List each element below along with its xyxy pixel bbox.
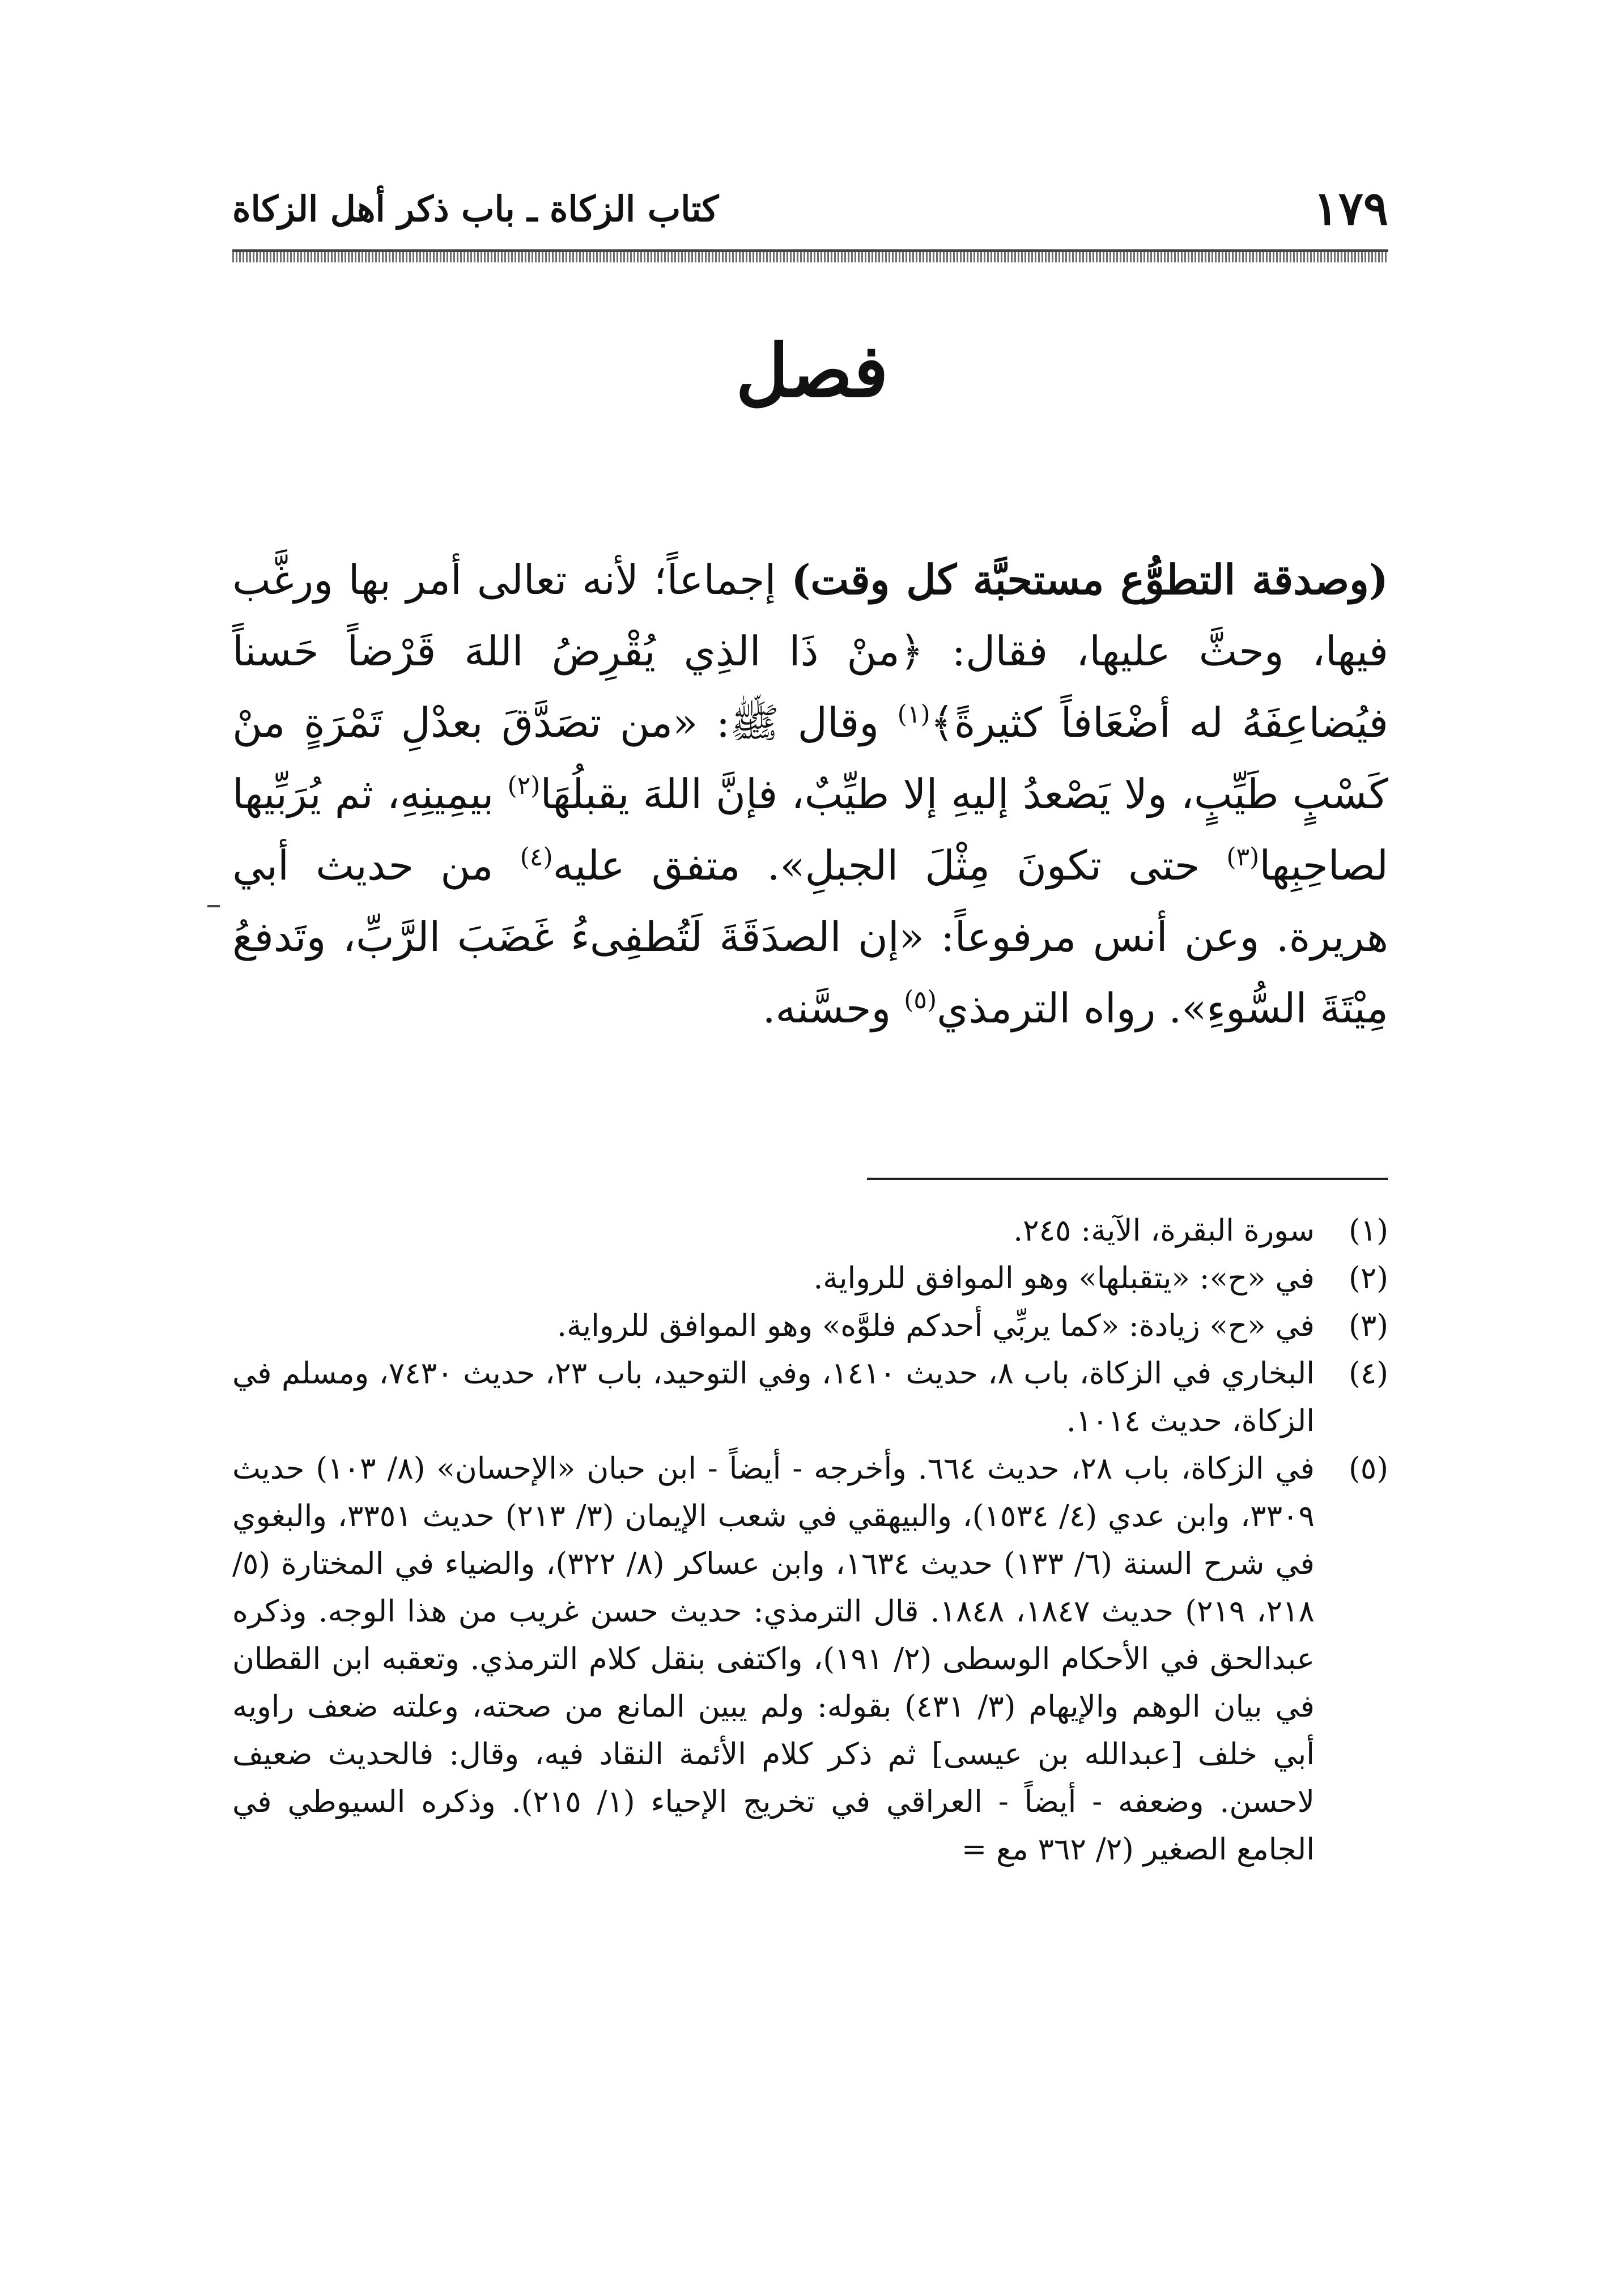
footnote-number: (١): [1349, 1213, 1388, 1248]
header-divider: [232, 249, 1388, 262]
paragraph-text-3: بيمِينِهِ، ثم يُرَبِّيها لصاحِبِها: [232, 770, 1388, 889]
page-number: ١٧٩: [1313, 181, 1388, 236]
running-title: كتاب الزكاة ـ باب ذكر أهل الزكاة: [232, 188, 719, 230]
footnote-ref-4: (٤): [520, 843, 553, 872]
main-paragraph: [232, 544, 1388, 1044]
footnote-text: سورة البقرة، الآية: ٢٤٥.: [1013, 1213, 1315, 1248]
footnote-text: في «ح»: «يتقبلها» وهو الموافق للرواية.: [813, 1261, 1315, 1296]
margin-mark: [207, 905, 220, 907]
paragraph-text-1: إجماعاً؛ لأنه تعالى أمر بها ورغَّب فيها، وحثَّ عليها، فقال: ﴿منْ ذَا الذِي يُقْرِضُ اللهَ قَرْضاً حَسناً فيُضاعِفَهُ له أضْعَافاً كثيرةً﴾: [232, 556, 1388, 746]
lead-phrase: (وصدقة التطوُّع مستحبَّة كل وقت): [791, 555, 1388, 604]
footnote-text: البخاري في الزكاة، باب ٨، حديث ١٤١٠، وفي التوحيد، باب ٢٣، حديث ٧٤٣٠، ومسلم في الزكاة، حديث ١٠١٤.: [232, 1356, 1315, 1438]
footnote-ref-3: (٣): [1226, 843, 1260, 872]
footnote-number: (٢): [1349, 1261, 1388, 1296]
footnote-item: [232, 1207, 1388, 1255]
footnote-item: [232, 1302, 1388, 1350]
footnote-number: (٣): [1349, 1309, 1388, 1343]
paragraph-text-6: وحسَّنه.: [762, 984, 904, 1032]
paragraph-text-2: وقال ﷺ: «من تصَدَّقَ بعدْلِ تَمْرَةٍ منْ كَسْبٍ طَيِّبٍ، ولا يَصْعدُ إليهِ إلا طيِّبٌ، فإنَّ اللهَ يقبلُهَا: [232, 699, 1388, 818]
section-title: فصل: [736, 329, 888, 414]
footnote-divider: [867, 1178, 1388, 1180]
footnotes-list: [232, 1207, 1388, 1874]
footnote-item: [232, 1255, 1388, 1302]
footnote-text: في «ح» زيادة: «كما يربِّي أحدكم فلوَّه» وهو الموافق للرواية.: [557, 1309, 1315, 1343]
footnote-ref-1: (١): [897, 700, 930, 729]
footnote-item: [232, 1445, 1388, 1874]
paragraph-text-5: من حديث أبي هريرة. وعن أنس مرفوعاً: «إن الصدَقَةَ لَتُطفِىءُ غَضَبَ الرَّبِّ، وتَدفعُ مِيْتَةَ السُّوءِ». رواه الترمذي: [232, 842, 1388, 1032]
footnote-item: [232, 1350, 1388, 1445]
footnote-text: في الزكاة، باب ٢٨، حديث ٦٦٤. وأخرجه - أيضاً - ابن حبان «الإحسان» (٨/ ١٠٣) حديث ٣٣٠٩، وابن عدي (٤/ ١٥٣٤)، والبيهقي في شعب الإيمان (٣/ ٢١٣) حديث ٣٣٥١، والبغوي في شرح السنة (٦/ ١٣٣) حديث ١٦٣٤، وابن عساكر (٨/ ٣٢٢)، والضياء في المختارة (٥/ ٢١٨، ٢١٩) حديث ١٨٤٧، ١٨٤٨. قال الترمذي: حديث حسن غريب من هذا الوجه. وذكره عبدالحق في الأحكام الوسطى (٢/ ١٩١)، واكتفى بنقل كلام الترمذي. وتعقبه ابن القطان في بيان الوهم والإيهام (٣/ ٤٣١) بقوله: ولم يبين المانع من صحته، وعلته ضعف راويه أبي خلف [عبدالله بن عيسى] ثم ذكر كلام الأئمة النقاد فيه، وقال: فالحديث ضعيف لاحسن. وضعفه - أيضاً - العراقي في تخريج الإحياء (١/ ٢١٥). وذكره السيوطي في الجامع الصغير (٢/ ٣٦٢ مع =: [232, 1451, 1315, 1867]
paragraph-text-4: حتى تكونَ مِثْلَ الجبلِ». متفق عليه: [552, 842, 1227, 889]
footnote-number: (٤): [1349, 1356, 1388, 1391]
page-header: [232, 176, 1388, 249]
footnote-ref-2: (٢): [507, 771, 541, 800]
footnote-number: (٥): [1349, 1451, 1388, 1486]
footnote-ref-5: (٥): [904, 986, 937, 1014]
